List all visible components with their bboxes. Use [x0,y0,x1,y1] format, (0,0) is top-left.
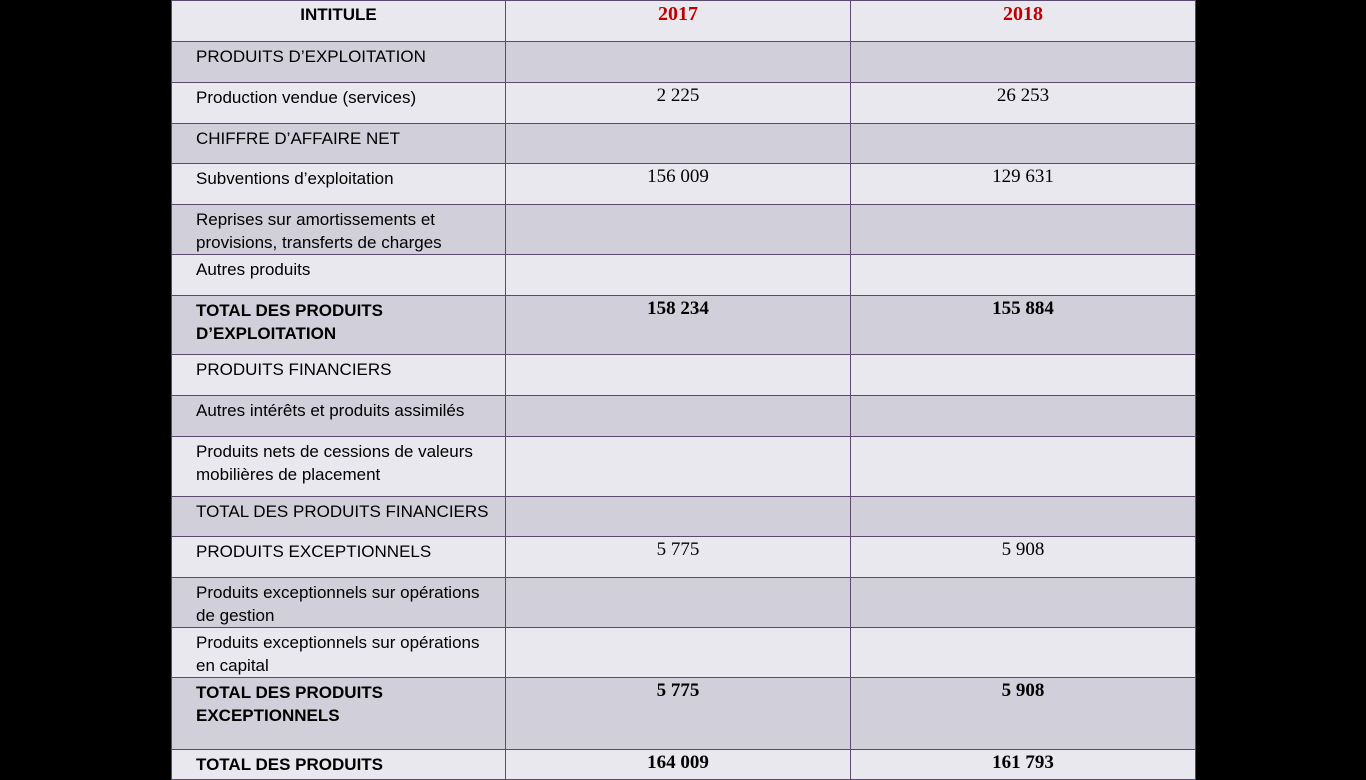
row-label: Autres intérêts et produits assimilés [172,396,506,437]
header-label-cell: INTITULE [172,1,506,42]
income-table [171,0,1196,780]
row-value-2017 [506,437,851,497]
table-header-row [172,1,1196,42]
row-value-2017 [506,578,851,628]
row-value-2018 [851,628,1196,678]
row-label: TOTAL DES PRODUITS EXCEPTIONNELS [172,678,506,750]
row-label: Produits exceptionnels sur opérations de gestion [172,578,506,628]
row-value-2017 [506,124,851,164]
table-row [172,437,1196,497]
row-value-2018 [851,205,1196,255]
table-row [172,255,1196,296]
row-value-2018: 155 884 [851,296,1196,355]
row-label: TOTAL DES PRODUITS [172,750,506,780]
row-value-2017 [506,355,851,396]
row-label: Reprises sur amortissements et provisions, transferts de charges [172,205,506,255]
row-value-2018 [851,497,1196,537]
row-value-2018 [851,437,1196,497]
row-value-2017 [506,628,851,678]
row-label: Subventions d’exploitation [172,164,506,205]
table-row [172,537,1196,578]
table-row [172,205,1196,255]
table-row [172,396,1196,437]
row-value-2017: 5 775 [506,537,851,578]
table-row [172,164,1196,205]
row-label: TOTAL DES PRODUITS D’EXPLOITATION [172,296,506,355]
row-value-2018 [851,255,1196,296]
row-label: Autres produits [172,255,506,296]
row-label: Production vendue (services) [172,83,506,124]
row-value-2017 [506,42,851,83]
header-year-2018-cell: 2018 [851,1,1196,42]
row-value-2017 [506,497,851,537]
row-value-2017 [506,255,851,296]
table-row [172,42,1196,83]
row-value-2018 [851,42,1196,83]
row-value-2017: 156 009 [506,164,851,205]
row-value-2018: 129 631 [851,164,1196,205]
table-row [172,578,1196,628]
row-value-2018 [851,355,1196,396]
row-value-2018 [851,396,1196,437]
row-value-2017: 164 009 [506,750,851,780]
row-value-2018: 161 793 [851,750,1196,780]
table-row [172,124,1196,164]
table-row [172,628,1196,678]
table-row-grand-total [172,750,1196,780]
row-value-2017: 158 234 [506,296,851,355]
row-value-2017: 5 775 [506,678,851,750]
row-value-2017 [506,205,851,255]
row-value-2018 [851,124,1196,164]
row-label: PRODUITS D’EXPLOITATION [172,42,506,83]
row-value-2018: 5 908 [851,678,1196,750]
row-label: Produits nets de cessions de valeurs mobilières de placement [172,437,506,497]
table-row [172,83,1196,124]
row-label: PRODUITS EXCEPTIONNELS [172,537,506,578]
row-value-2017 [506,396,851,437]
table-row-total [172,296,1196,355]
row-label: PRODUITS FINANCIERS [172,355,506,396]
row-value-2018 [851,578,1196,628]
table-row [172,355,1196,396]
table-row-total [172,678,1196,750]
row-value-2018: 5 908 [851,537,1196,578]
row-label: Produits exceptionnels sur opérations en capital [172,628,506,678]
row-value-2018: 26 253 [851,83,1196,124]
row-label: TOTAL DES PRODUITS FINANCIERS [172,497,506,537]
row-value-2017: 2 225 [506,83,851,124]
table-row [172,497,1196,537]
header-year-2017-cell: 2017 [506,1,851,42]
row-label: CHIFFRE D’AFFAIRE NET [172,124,506,164]
